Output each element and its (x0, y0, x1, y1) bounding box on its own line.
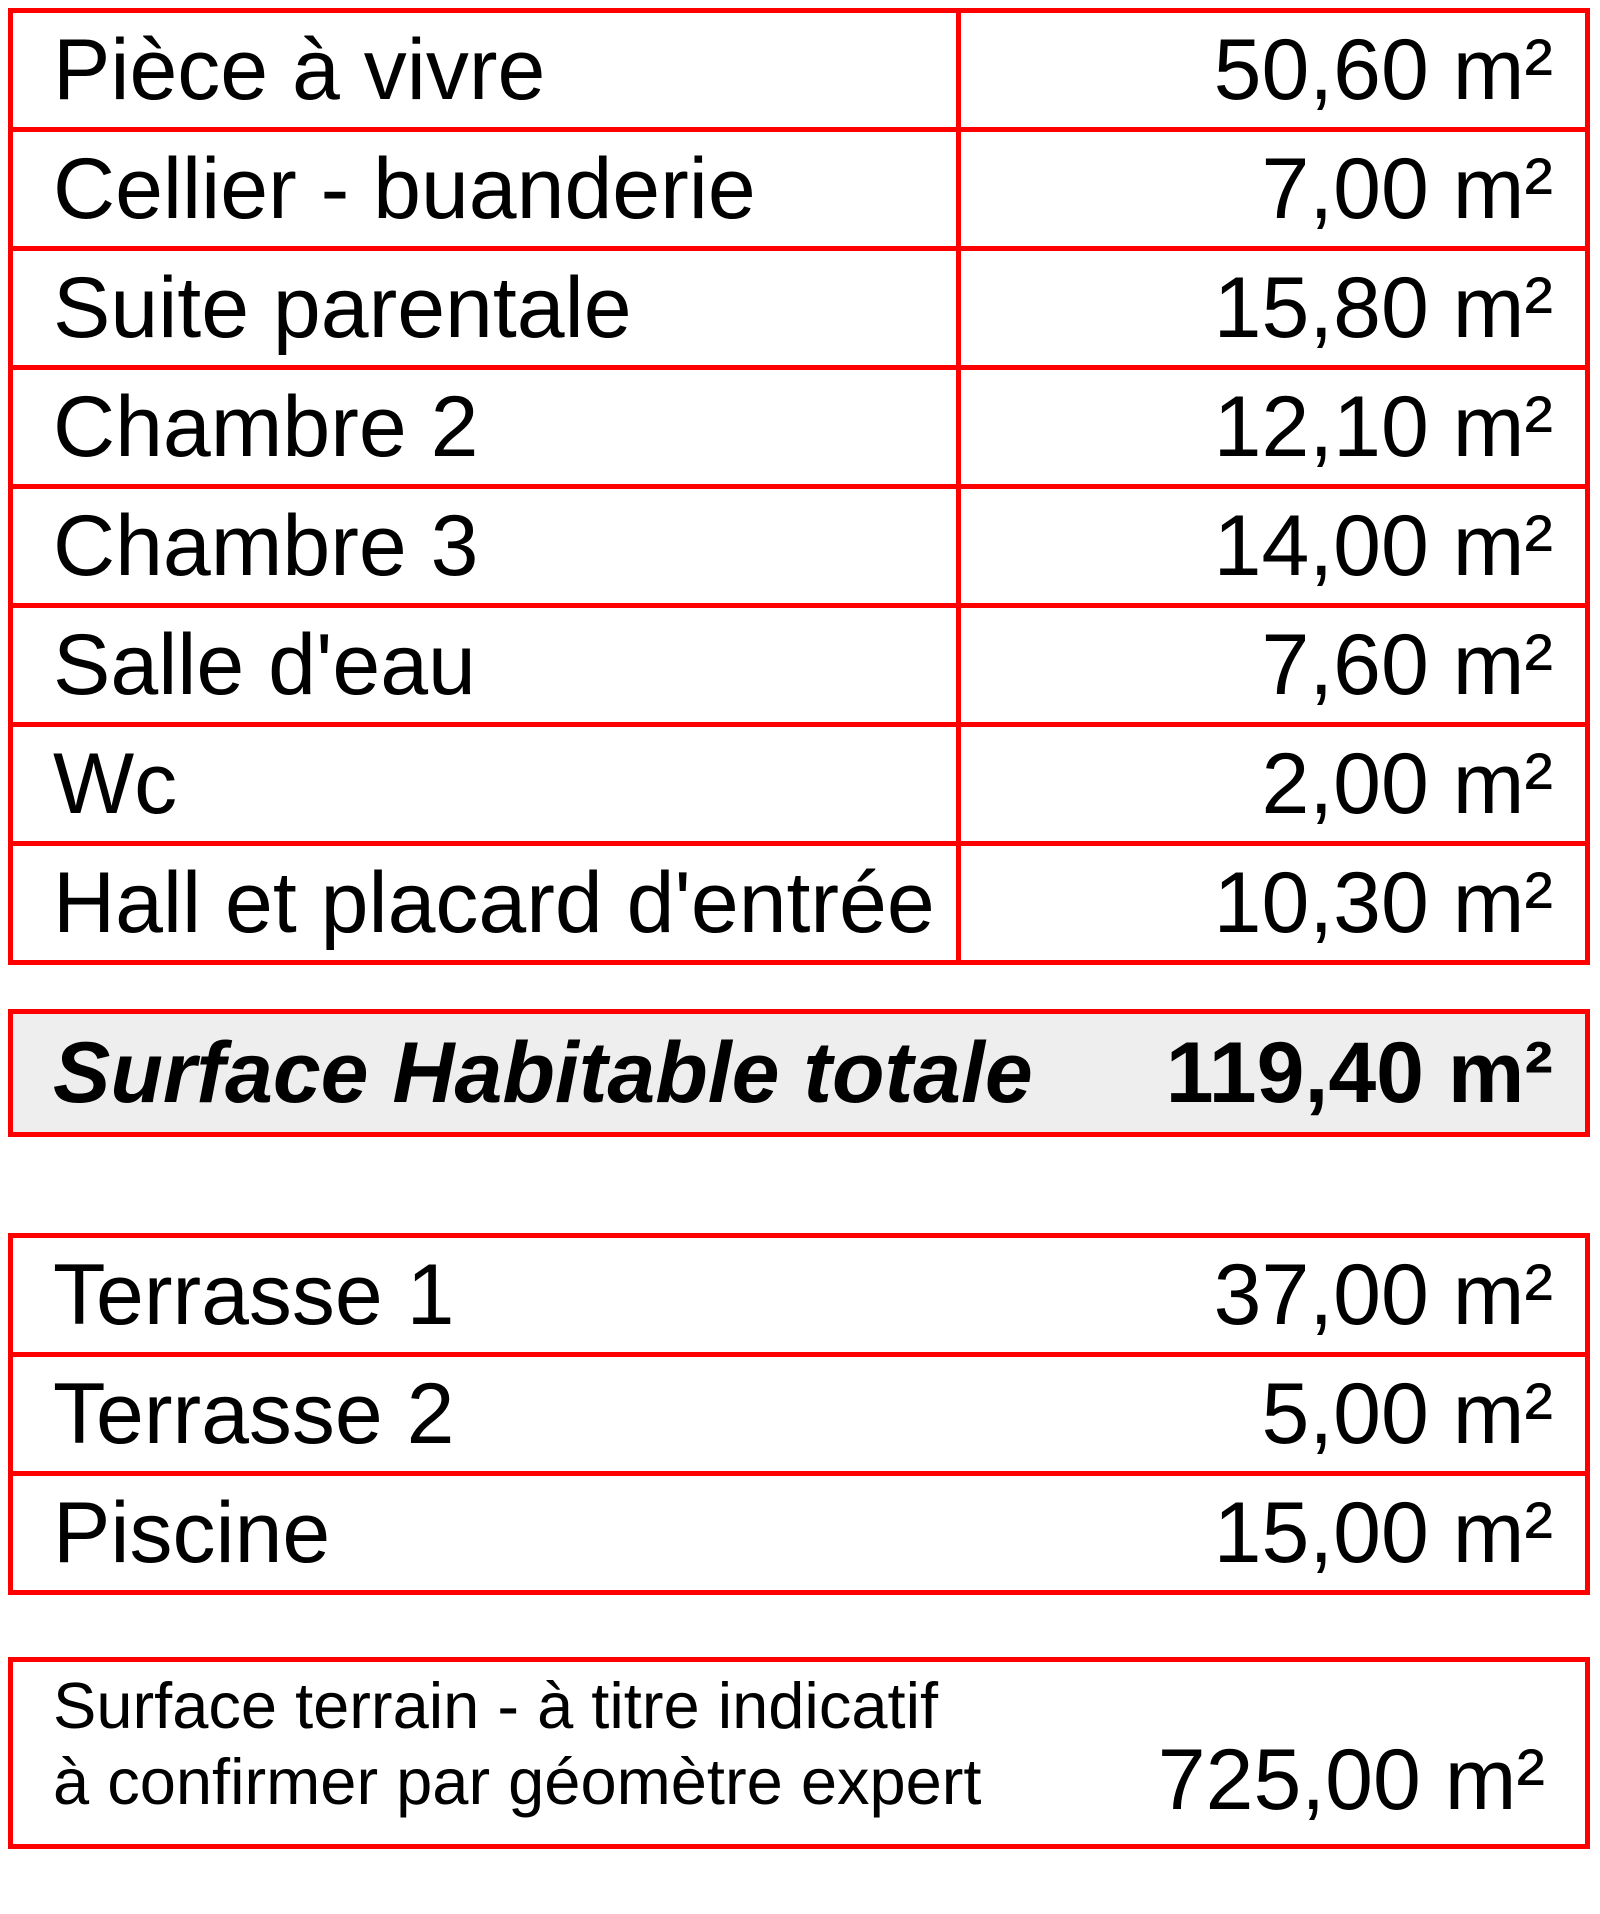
room-area: 14,00 m² (959, 487, 1588, 606)
room-area: 50,60 m² (959, 11, 1588, 130)
total-row (8, 1009, 1590, 1137)
land-area-box (8, 1657, 1590, 1849)
room-area: 7,00 m² (959, 130, 1588, 249)
exterior-table-wrapper (8, 1233, 1592, 1595)
table-row (11, 725, 1588, 844)
room-label: Cellier - buanderie (11, 130, 959, 249)
table-row (11, 368, 1588, 487)
room-label: Pièce à vivre (11, 11, 959, 130)
rooms-table (8, 8, 1590, 965)
exterior-area: 15,00 m² (1213, 1484, 1553, 1581)
table-row (11, 11, 1588, 130)
exterior-label: Terrasse 1 (53, 1246, 455, 1343)
exterior-table (8, 1233, 1590, 1595)
table-row (11, 606, 1588, 725)
room-area: 7,60 m² (959, 606, 1588, 725)
total-label: Surface Habitable totale (53, 1024, 1033, 1121)
room-area: 2,00 m² (959, 725, 1588, 844)
room-label: Hall et placard d'entrée (11, 844, 959, 963)
room-area: 10,30 m² (959, 844, 1588, 963)
room-label: Chambre 2 (11, 368, 959, 487)
exterior-area: 5,00 m² (1261, 1365, 1553, 1462)
table-row (11, 844, 1588, 963)
table-row (11, 130, 1588, 249)
table-row (11, 249, 1588, 368)
table-row (11, 1355, 1588, 1474)
room-label: Suite parentale (11, 249, 959, 368)
room-label: Salle d'eau (11, 606, 959, 725)
room-area: 15,80 m² (959, 249, 1588, 368)
exterior-label: Terrasse 2 (53, 1365, 455, 1462)
exterior-row-cell (11, 1474, 1588, 1593)
exterior-row-cell (11, 1236, 1588, 1355)
total-value: 119,40 m² (1165, 1024, 1553, 1121)
table-row (11, 1236, 1588, 1355)
table-row (11, 1474, 1588, 1593)
table-row (11, 487, 1588, 606)
room-label: Wc (11, 725, 959, 844)
room-area: 12,10 m² (959, 368, 1588, 487)
room-label: Chambre 3 (11, 487, 959, 606)
exterior-label: Piscine (53, 1484, 331, 1581)
land-value: 725,00 m² (1157, 1731, 1545, 1828)
land-label (53, 1668, 981, 1820)
land-label-line1: Surface terrain - à titre indicatif (53, 1668, 939, 1742)
exterior-area: 37,00 m² (1213, 1246, 1553, 1343)
land-label-line2: à confirmer par géomètre expert (53, 1744, 982, 1818)
exterior-row-cell (11, 1355, 1588, 1474)
